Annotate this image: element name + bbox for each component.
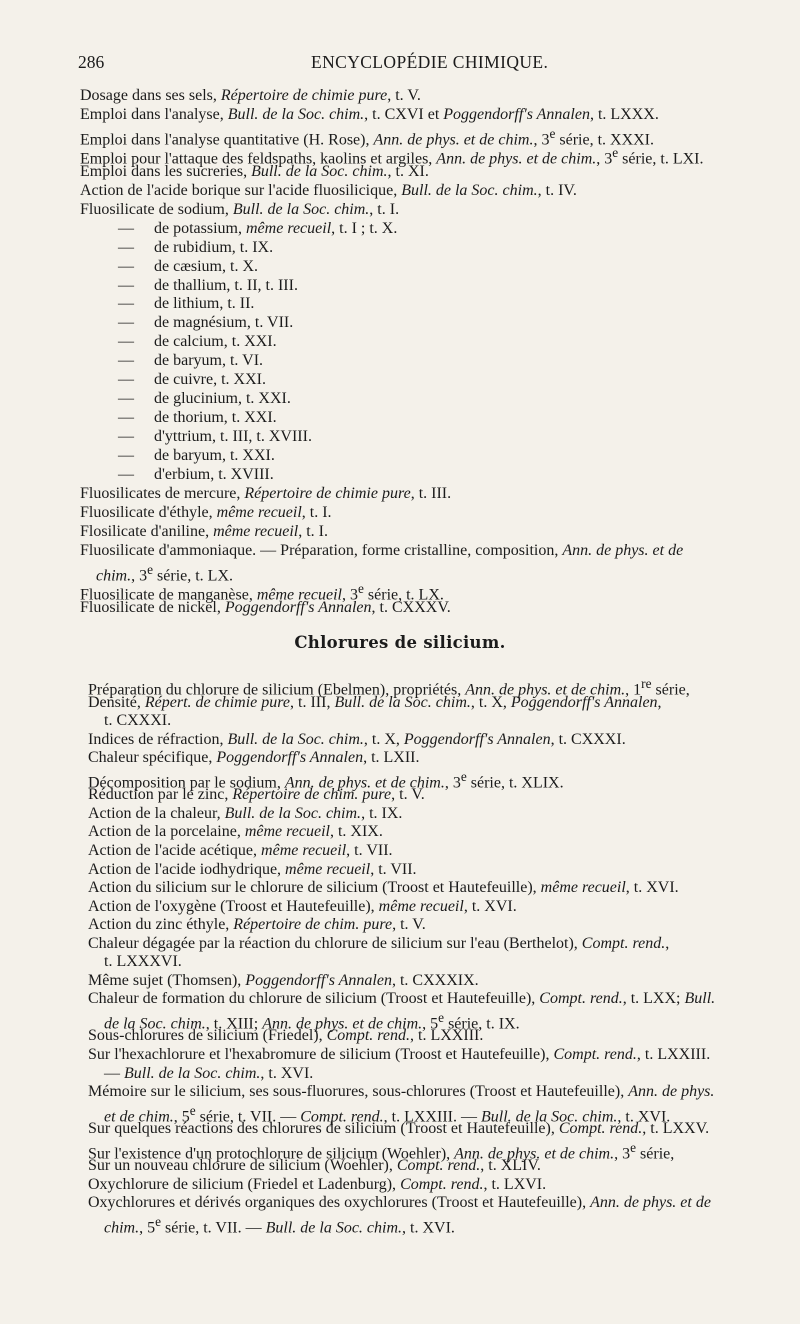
- text-line: Chaleur spécifique, Poggendorff's Annalen, t. LXII.: [88, 749, 420, 767]
- text-line: Emploi pour l'attaque des feldspaths, kaolins et argiles, Ann. de phys. et de chim., 3e série, t. LXI.: [80, 144, 704, 168]
- text-line: — de glucinium, t. XXI.: [118, 390, 291, 408]
- text-line: Sous-chlorures de silicium (Friedel), Compt. rend., t. LXXIII.: [88, 1027, 484, 1045]
- text-line: chim., 3e série, t. LX.: [96, 561, 234, 585]
- page-number: 286: [78, 52, 105, 72]
- text-line: Action de l'oxygène (Troost et Hautefeuille), même recueil, t. XVI.: [88, 897, 517, 915]
- text-line: Emploi dans les sucreries, Bull. de la Soc. chim., t. XI.: [80, 162, 429, 180]
- text-line: Flosilicate d'aniline, même recueil, t. I.: [80, 522, 328, 540]
- text-line: Fluosilicate d'ammoniaque. — Préparation, forme cristalline, composition, Ann. de phys. et de: [80, 541, 684, 559]
- text-line: Action de la porcelaine, même recueil, t. XIX.: [88, 823, 383, 841]
- text-line: Sur un nouveau chlorure de silicium (Woehler), Compt. rend., t. XLIV.: [88, 1157, 541, 1175]
- text-line: Fluosilicate de manganèse, même recueil, 3e série, t. LX.: [80, 580, 444, 604]
- text-line: Emploi dans l'analyse quantitative (H. Rose), Ann. de phys. et de chim., 3e série, t. XXXI.: [80, 125, 654, 149]
- text-line: — Bull. de la Soc. chim., t. XVI.: [104, 1064, 314, 1082]
- text-line: Même sujet (Thomsen), Poggendorff's Annalen, t. CXXXIX.: [88, 971, 479, 989]
- text-line: — de cuivre, t. XXI.: [118, 371, 266, 389]
- text-line: — de thallium, t. II, t. III.: [118, 276, 298, 294]
- text-line: — de calcium, t. XXI.: [118, 333, 277, 351]
- text-line: Fluosilicate de sodium, Bull. de la Soc. chim., t. I.: [80, 200, 400, 218]
- text-line: Chaleur de formation du chlorure de silicium (Troost et Hautefeuille), Compt. rend., t. LXX; Bull.: [88, 990, 716, 1008]
- text-line: de la Soc. chim., t. XIII; Ann. de phys. et de chim., 5e série, t. IX.: [104, 1009, 520, 1033]
- text-line: — d'yttrium, t. III, t. XVIII.: [118, 428, 312, 446]
- text-line: Mémoire sur le silicium, ses sous-fluorures, sous-chlorures (Troost et Hautefeuille), Ann. de phys.: [88, 1083, 715, 1101]
- text-line: Indices de réfraction, Bull. de la Soc. chim., t. X, Poggendorff's Annalen, t. CXXXI.: [88, 730, 626, 748]
- text-line: — de thorium, t. XXI.: [118, 409, 277, 427]
- text-line: t. CXXXI.: [104, 712, 172, 730]
- text-line: Action de l'acide acétique, même recueil, t. VII.: [88, 841, 393, 859]
- text-line: Décomposition par le sodium, Ann. de phys. et de chim., 3e série, t. XLIX.: [88, 768, 564, 792]
- text-line: — de rubidium, t. IX.: [118, 238, 274, 256]
- text-line: Action du silicium sur le chlorure de silicium (Troost et Hautefeuille), même recueil, t. XVI.: [88, 879, 679, 897]
- text-line: Action de la chaleur, Bull. de la Soc. chim., t. IX.: [88, 804, 403, 822]
- text-line: Densité, Répert. de chimie pure, t. III, Bull. de la Soc. chim., t. X, Poggendorff's Annalen,: [88, 693, 662, 711]
- text-line: Sur l'hexachlorure et l'hexabromure de silicium (Troost et Hautefeuille), Compt. rend., t. LXXIII.: [88, 1046, 711, 1063]
- text-line: Réduction par le zinc, Répertoire de chim. pure, t. V.: [88, 786, 425, 804]
- running-title: ENCYCLOPÉDIE CHIMIQUE.: [311, 52, 549, 72]
- text-line: — de baryum, t. XXI.: [118, 447, 275, 465]
- text-line: Fluosilicates de mercure, Répertoire de chimie pure, t. III.: [80, 484, 452, 502]
- text-line: — de magnésium, t. VII.: [118, 314, 294, 332]
- text-line: — de baryum, t. VI.: [118, 352, 264, 370]
- text-line: — de lithium, t. II.: [118, 295, 255, 313]
- text-line: Emploi dans l'analyse, Bull. de la Soc. chim., t. CXVI et Poggendorff's Annalen, t. LXXX.: [80, 105, 659, 123]
- text-line: Chaleur dégagée par la réaction du chlorure de silicium sur l'eau (Berthelot), Compt. rend.,: [88, 934, 670, 952]
- text-line: — de potassium, même recueil, t. I ; t. X.: [118, 219, 398, 237]
- text-line: Préparation du chlorure de silicium (Ebelmen), propriétés, Ann. de phys. et de chim., 1re série,: [88, 676, 690, 699]
- text-line: Dosage dans ses sels, Répertoire de chimie pure, t. V.: [80, 87, 421, 104]
- text-line: Sur l'existence d'un protochlorure de silicium (Woehler), Ann. de phys. et de chim., 3e série,: [88, 1139, 675, 1163]
- text-line: — d'erbium, t. XVIII.: [118, 466, 274, 483]
- text-line: Oxychlorures et dérivés organiques des oxychlorures (Troost et Hautefeuille), Ann. de phys. et de: [88, 1194, 711, 1212]
- text-line: t. LXXXVI.: [104, 953, 182, 971]
- text-line: Fluosilicate de nickel, Poggendorff's Annalen, t. CXXXV.: [80, 598, 451, 616]
- text-line: Action de l'acide borique sur l'acide fluosilicique, Bull. de la Soc. chim., t. IV.: [80, 181, 577, 199]
- text-line: Action de l'acide iodhydrique, même recueil, t. VII.: [88, 860, 417, 878]
- text-line: Fluosilicate d'éthyle, même recueil, t. I.: [80, 503, 332, 521]
- page-header: [78, 52, 778, 76]
- text-line: Action du zinc éthyle, Répertoire de chim. pure, t. V.: [88, 916, 426, 934]
- text-line: chim., 5e série, t. VII. — Bull. de la Soc. chim., t. XVI.: [104, 1213, 455, 1237]
- text-line: et de chim., 5e série, t. VII. — Compt. rend., t. LXXIII. — Bull. de la Soc. chim., t. XVI.: [104, 1102, 671, 1125]
- section-title: Chlorures de silicium.: [294, 633, 506, 652]
- text-line: Sur quelques réactions des chlorures de silicium (Troost et Hautefeuille), Compt. rend., t. LXXV.: [88, 1120, 710, 1138]
- text-line: — de cæsium, t. X.: [118, 257, 258, 275]
- text-line: Oxychlorure de silicium (Friedel et Ladenburg), Compt. rend., t. LXVI.: [88, 1175, 547, 1193]
